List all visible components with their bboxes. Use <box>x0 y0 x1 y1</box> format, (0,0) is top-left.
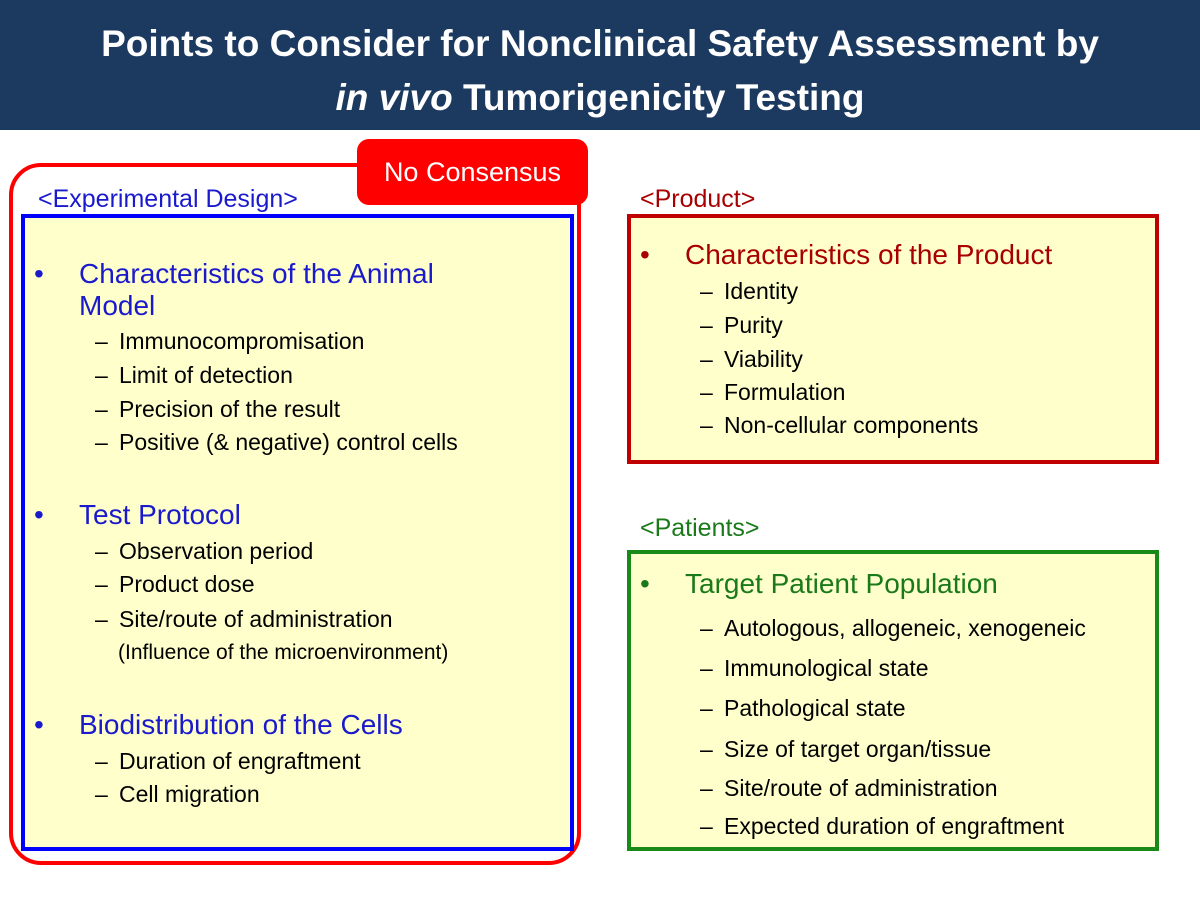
bullet-dot: • <box>640 568 650 599</box>
list-item: – Expected duration of engraftment <box>700 813 1065 839</box>
bullet-title-cont: Model <box>79 290 156 321</box>
product-label: <Product> <box>640 185 756 213</box>
list-item: – Site/route of administration <box>700 775 998 801</box>
list-item: – Viability <box>700 346 803 372</box>
patients-label: <Patients> <box>640 514 760 542</box>
list-item: – Duration of engraftment <box>95 748 361 774</box>
no-consensus-badge: No Consensus <box>357 139 588 205</box>
list-item: – Purity <box>700 312 783 338</box>
list-item: – Autologous, allogeneic, xenogeneic <box>700 615 1086 641</box>
list-item: – Positive (& negative) control cells <box>95 429 458 455</box>
list-item: – Pathological state <box>700 695 906 721</box>
bullet-dot: • <box>34 499 44 530</box>
bullet-dot: • <box>34 258 44 289</box>
experimental-design-label: <Experimental Design> <box>38 185 298 213</box>
bullet-dot: • <box>34 709 44 740</box>
slide-title-line1: Points to Consider for Nonclinical Safety Assessment by <box>101 23 1099 64</box>
bullet-title: Characteristics of the Product <box>685 239 1053 270</box>
list-item: – Formulation <box>700 379 846 405</box>
list-item: – Immunological state <box>700 655 929 681</box>
bullet-dot: • <box>640 239 650 270</box>
list-item: – Precision of the result <box>95 396 341 422</box>
list-item: – Limit of detection <box>95 362 293 388</box>
slide-title-line2 <box>0 76 1200 120</box>
list-item: – Product dose <box>95 571 255 597</box>
list-item: – Immunocompromisation <box>95 328 365 354</box>
list-item: – Identity <box>700 278 799 304</box>
list-item: – Site/route of administration <box>95 606 393 632</box>
subnote: (Influence of the microenvironment) <box>118 641 449 664</box>
bullet-title: Biodistribution of the Cells <box>79 709 403 740</box>
bullet-title: Characteristics of the Animal <box>79 258 434 289</box>
title-italic-term: in vivo <box>335 77 453 118</box>
list-item: – Size of target organ/tissue <box>700 736 992 762</box>
slide-header <box>0 0 1200 130</box>
list-item: – Cell migration <box>95 781 260 807</box>
bullet-title: Target Patient Population <box>685 568 998 599</box>
bullet-title: Test Protocol <box>79 499 241 530</box>
list-item: – Non-cellular components <box>700 412 979 438</box>
list-item: – Observation period <box>95 538 314 564</box>
title-line2-rest: Tumorigenicity Testing <box>452 77 865 118</box>
